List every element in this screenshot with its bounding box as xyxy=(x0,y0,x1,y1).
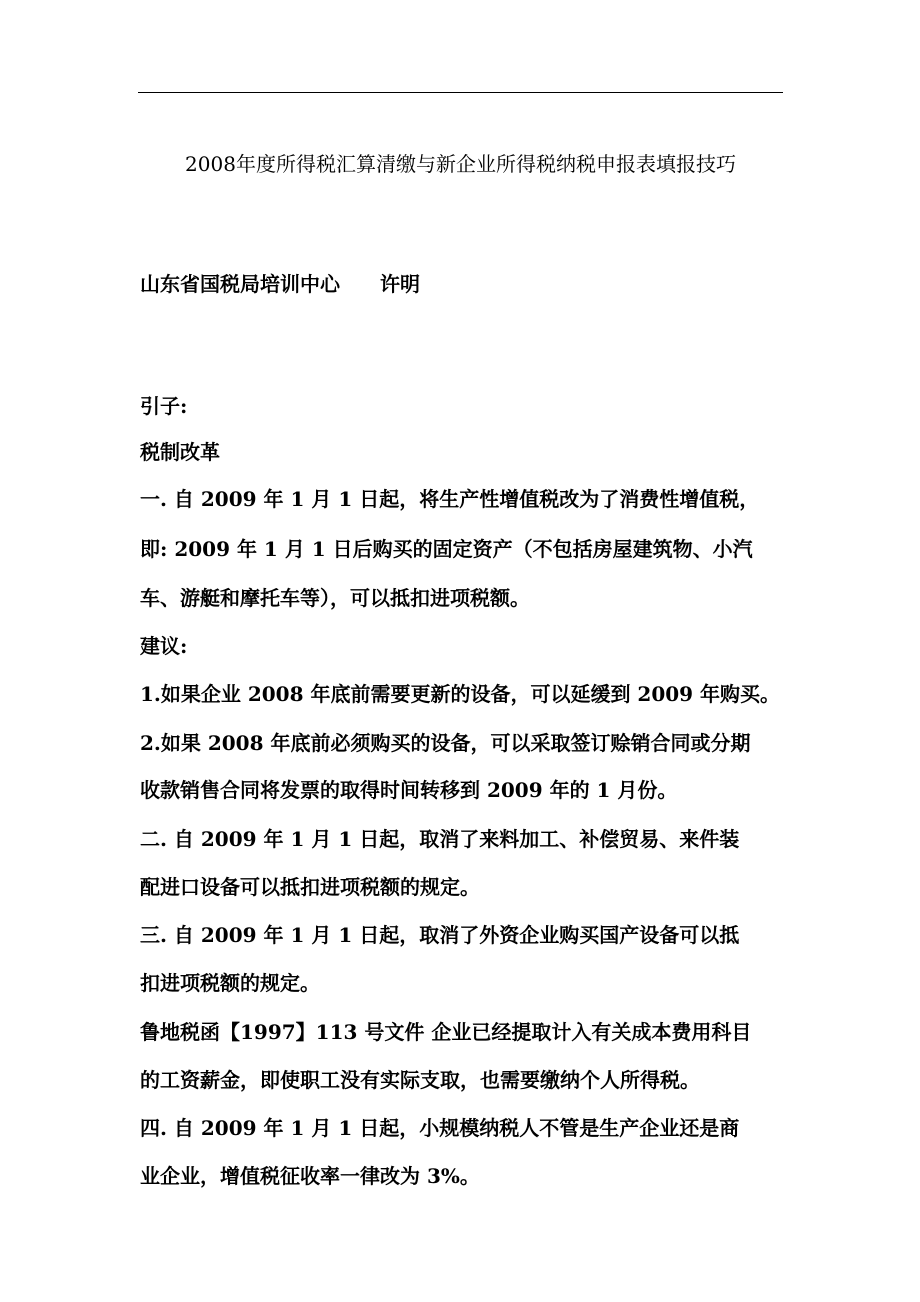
author-organization: 山东省国税局培训中心 xyxy=(140,272,340,296)
paragraph-line: 三. 自 2009 年 1 月 1 日起，取消了外资企业购买国产设备可以抵 xyxy=(140,923,740,947)
paragraph-line: 一. 自 2009 年 1 月 1 日起，将生产性增值税改为了消费性增值税， xyxy=(140,487,760,511)
paragraph-line: 2.如果 2008 年底前必须购买的设备，可以采取签订赊销合同或分期 xyxy=(140,731,751,755)
author-line xyxy=(140,270,420,298)
paragraph-line: 配进口设备可以抵扣进项税额的规定。 xyxy=(140,875,480,899)
section-heading-intro: 引子: xyxy=(140,394,188,418)
paragraph-line: 业企业，增值税征收率一律改为 3%。 xyxy=(140,1164,480,1188)
paragraph-line: 车、游艇和摩托车等），可以抵扣进项税额。 xyxy=(140,586,530,610)
paragraph-line: 鲁地税函【1997】113 号文件 企业已经提取计入有关成本费用科目 xyxy=(140,1020,752,1044)
paragraph-line: 二. 自 2009 年 1 月 1 日起，取消了来料加工、补偿贸易、来件装 xyxy=(140,827,740,851)
paragraph-line: 的工资薪金，即使职工没有实际支取，也需要缴纳个人所得税。 xyxy=(140,1068,700,1092)
paragraph-line: 扣进项税额的规定。 xyxy=(140,971,320,995)
paragraph-line: 收款销售合同将发票的取得时间转移到 2009 年的 1 月份。 xyxy=(140,778,678,802)
document-title: 2008年度所得税汇算清缴与新企业所得税纳税申报表填报技巧 xyxy=(185,152,736,176)
paragraph-line: 四. 自 2009 年 1 月 1 日起，小规模纳税人不管是生产企业还是商 xyxy=(140,1116,740,1140)
section-heading-advice: 建议: xyxy=(140,634,188,658)
paragraph-line: 1.如果企业 2008 年底前需要更新的设备，可以延缓到 2009 年购买。 xyxy=(140,682,781,706)
paragraph-line: 即: 2009 年 1 月 1 日后购买的固定资产（不包括房屋建筑物、小汽 xyxy=(140,537,753,561)
header-rule xyxy=(138,92,783,93)
author-name: 许明 xyxy=(380,272,420,296)
section-heading-reform: 税制改革 xyxy=(140,440,220,464)
